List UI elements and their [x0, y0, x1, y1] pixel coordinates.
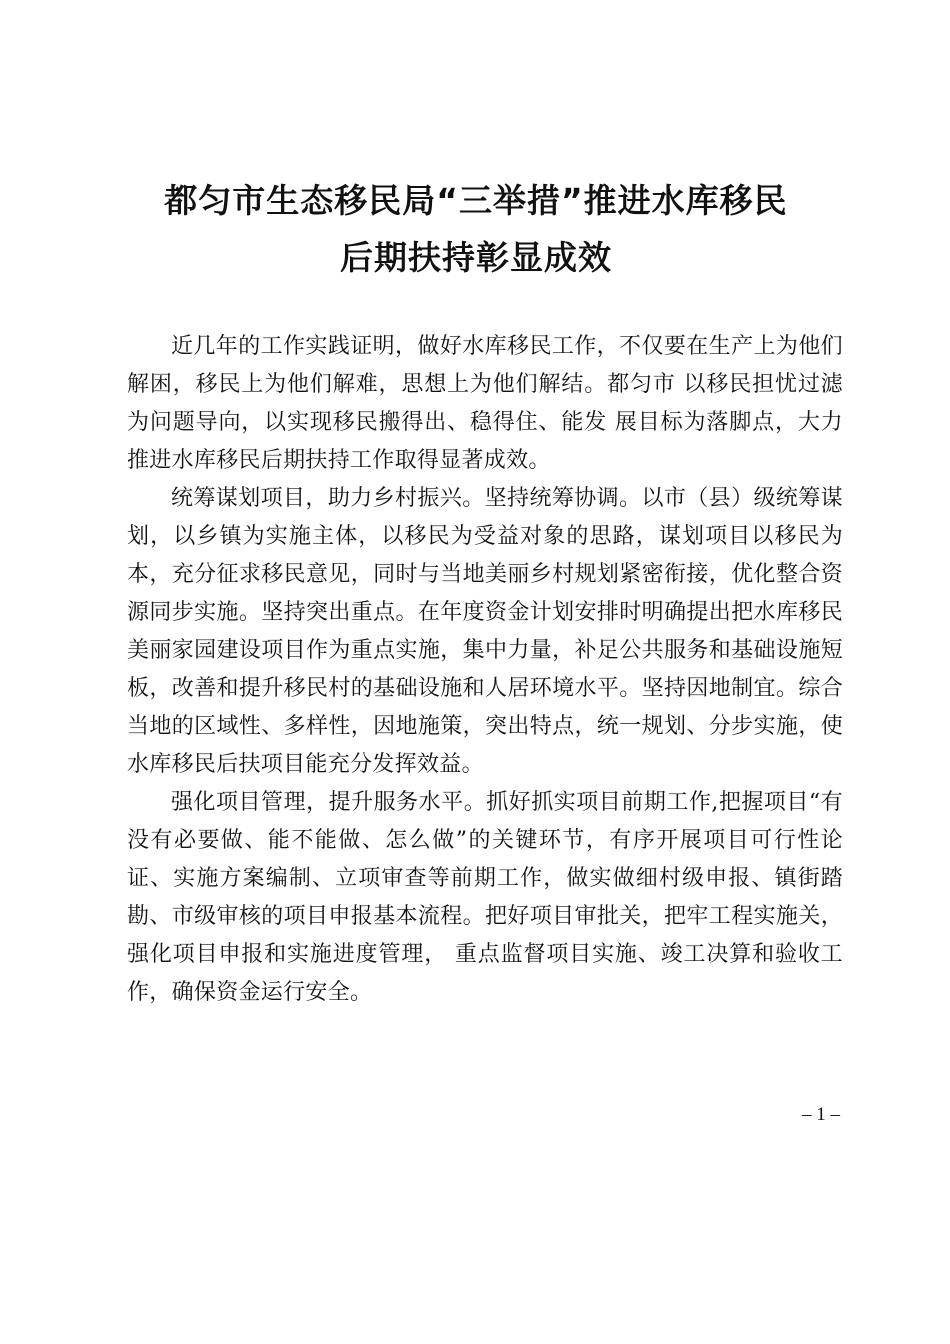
- paragraph-intro: 近几年的工作实践证明，做好水库移民工作，不仅要在生产上为他们解困，移民上为他们解难，思想上为他们解结。都匀市 以移民担忧过滤为问题导向，以实现移民搬得出、稳得住、能发 展目标为落脚点，大力推进水库移民后期扶持工作取得显著成效。: [127, 334, 843, 473]
- paragraph-planning: 统筹谋划项目，助力乡村振兴。坚持统筹协调。以市（县）级统筹谋划，以乡镇为实施主体，以移民为受益对象的思路，谋划项目以移民为本，充分征求移民意见，同时与当地美丽乡村规划紧密衔接，优化整合资源同步实施。坚持突出重点。在年度资金计划安排时明确提出把水库移民美丽家园建设项目作为重点实施，集中力量，补足公共服务和基础设施短板，改善和提升移民村的基础设施和人居环境水平。坚持因地制宜。综合当地的区域性、多样性，因地施策，突出特点，统一规划、分步实施，使水库移民后扶项目能充分发挥效益。: [127, 486, 843, 777]
- title-line-2: 后期扶持彰显成效: [340, 238, 612, 277]
- document-title: [120, 172, 832, 286]
- title-line-1: 都匀市生态移民局“三举措”推进水库移民: [164, 181, 788, 220]
- document-body: [127, 328, 843, 1012]
- page-number: – 1 –: [802, 1104, 840, 1125]
- paragraph-management: 强化项目管理，提升服务水平。抓好抓实项目前期工作,把握项目“有没有必要做、能不能做、怎么做”的关键环节，有序开展项目可行性论证、实施方案编制、立项审查等前期工作，做实做细村级申报、镇街踏勘、市级审核的项目申报基本流程。把好项目审批关，把牢工程实施关，强化项目申报和实施进度管理， 重点监督项目实施、竣工决算和验收工作，确保资金运行安全。: [127, 790, 843, 1005]
